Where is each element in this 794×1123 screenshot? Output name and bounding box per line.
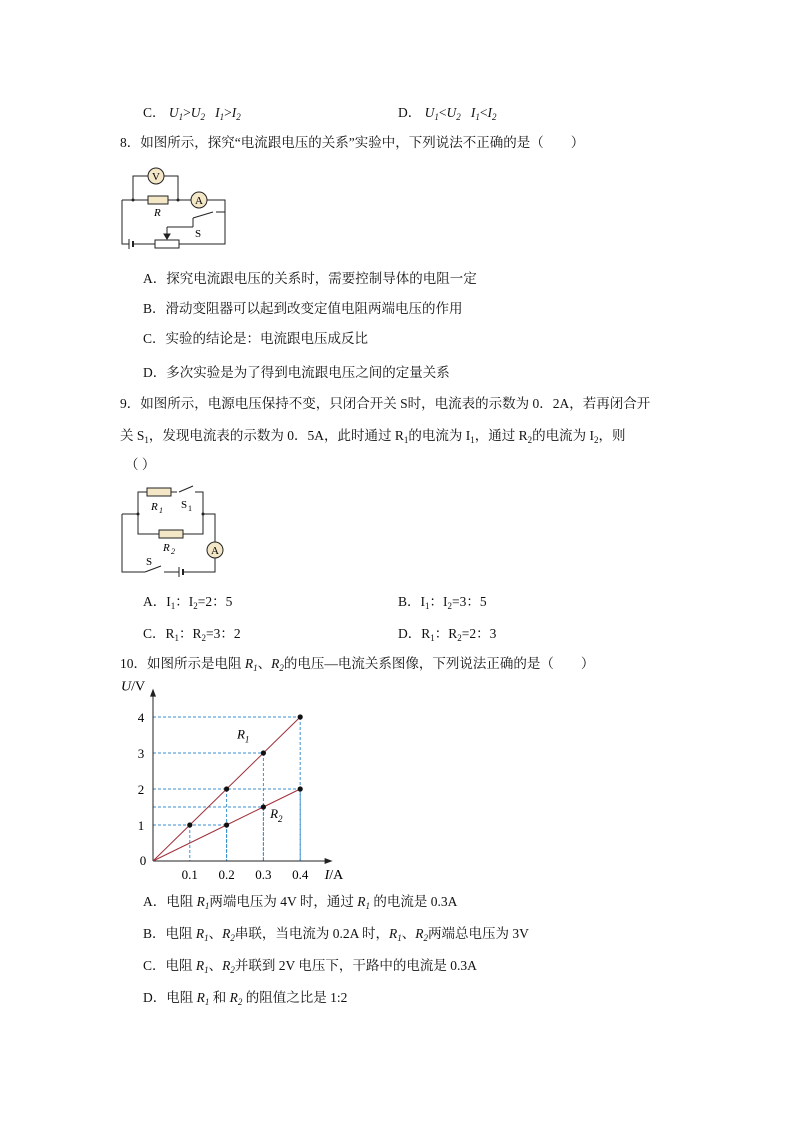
data-point-r1 [224, 786, 229, 791]
x-tick-label: 0.3 [255, 867, 272, 882]
q9-option-a: A．$I_1$：$I_2=2$：5 [143, 594, 233, 611]
data-point-r2 [261, 804, 266, 809]
resistor-label: R [154, 207, 161, 219]
data-point-r2 [298, 786, 303, 791]
data-point-r1 [298, 714, 303, 719]
y-tick-label: 4 [137, 710, 145, 725]
q7-option-c: C． $U_1>U_2$ $I_1>I_2$ [143, 105, 241, 122]
q10-option-d: D．电阻 $R_1$ 和 $R_2$ 的阻值之比是 1:2 [143, 990, 348, 1007]
q9-option-b: B．$I_1$：$I_2=3$：5 [398, 594, 487, 611]
q8-option-a: A．探究电流跟电压的关系时，需要控制导体的电阻一定 [143, 271, 477, 286]
q8-option-c: C．实验的结论是：电流跟电压成反比 [143, 331, 369, 346]
voltmeter-label: V [152, 171, 160, 183]
q10-uv-chart [115, 679, 345, 883]
q8-option-b: B．滑动变阻器可以起到改变定值电阻两端电压的作用 [143, 301, 463, 316]
q10-option-b: B．电阻 $R_1$、$R_2$串联，当电流为 0.2A 时，$R_1$、$R_2$两端总电压为 3V [143, 926, 529, 943]
data-point-r2 [224, 822, 229, 827]
q9-stem-line3: （ ） [125, 457, 156, 472]
r1-label: R [151, 501, 158, 513]
x-tick-label: 0.4 [292, 867, 309, 882]
ammeter-label: A [211, 545, 219, 557]
q8-stem: 8．如图所示，探究“电流跟电压的关系”实验中，下列说法不正确的是（ ） [120, 135, 585, 150]
r2-sub: 2 [171, 547, 175, 556]
data-point-r1 [261, 750, 266, 755]
ammeter-label: A [195, 195, 203, 207]
q8-circuit-diagram [115, 160, 235, 255]
r1-sub: 1 [159, 506, 163, 515]
q7-option-d: D． $U_1<U_2$ $I_1<I_2$ [398, 105, 497, 122]
x-tick-label: 0.1 [181, 867, 198, 882]
q9-stem-line1: 9．如图所示，电源电压保持不变，只闭合开关 S时，电流表的示数为 0．2A，若再闭合开 [120, 396, 651, 411]
x-axis-title: I/A [324, 868, 344, 883]
switch-label: S [195, 228, 202, 240]
q10-stem: 10．如图所示是电阻 $R_1$、$R_2$的电压—电流关系图像，下列说法正确的是（ ） [120, 656, 595, 673]
series-label: $R_2$ [270, 805, 283, 824]
r2-label: R [163, 542, 170, 554]
y-tick-label: 1 [137, 818, 145, 833]
series-label: $R_1$ [236, 726, 250, 745]
y-axis-title: U/V [121, 679, 146, 695]
q9-option-c: C．$R_1$：$R_2=3$：2 [143, 626, 241, 643]
switch-s-label: S [146, 556, 153, 568]
q9-circuit-diagram [115, 480, 230, 580]
x-tick-label: 0.2 [218, 867, 235, 882]
x-axis-arrow [325, 858, 333, 864]
switch-s1-label: S [181, 499, 188, 511]
q9-option-d: D．$R_1$：$R_2=2$：3 [398, 626, 497, 643]
q10-option-a: A．电阻 $R_1$两端电压为 4V 时，通过 $R_1$ 的电流是 0.3A [143, 894, 458, 911]
q9-stem-line2: 关 $S_1$，发现电流表的示数为 0．5A，此时通过 $R_1$的电流为 $I_1$，通过 $R_2$的电流为 $I_2$，则 [120, 428, 626, 445]
q8-option-d: D．多次实验是为了得到电流跟电压之间的定量关系 [143, 365, 450, 380]
y-axis-arrow [150, 689, 156, 697]
y-tick-label: 3 [137, 746, 145, 761]
y-tick-label: 2 [137, 782, 145, 797]
data-point-r1 [187, 822, 192, 827]
switch-s1-sub: 1 [188, 504, 192, 513]
q10-option-c: C．电阻 $R_1$、$R_2$并联到 2V 电压下，干路中的电流是 0.3A [143, 958, 477, 975]
origin-label: 0 [139, 853, 147, 868]
